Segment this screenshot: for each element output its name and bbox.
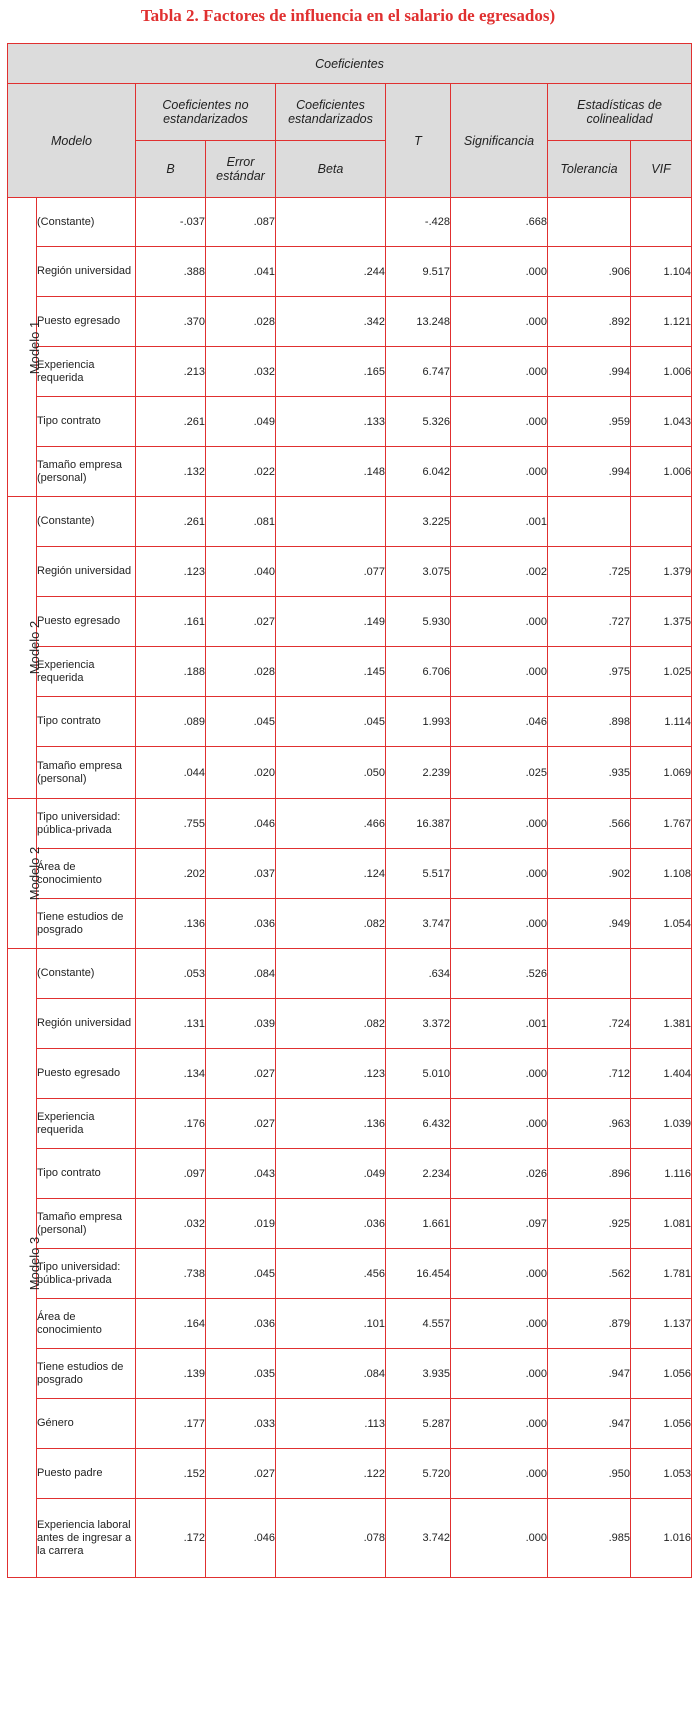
cell-tol: .947 (548, 1349, 631, 1399)
model-group-label (8, 497, 43, 799)
cell-b: .134 (136, 1049, 206, 1099)
table-row (8, 999, 692, 1049)
cell-variable: Tiene estudios de posgrado (37, 899, 136, 949)
cell-beta: .133 (276, 397, 386, 447)
cell-t: 6.747 (386, 347, 451, 397)
table-row (8, 647, 692, 697)
cell-t: 5.720 (386, 1449, 451, 1499)
table-row (8, 1249, 692, 1299)
cell-tol: .725 (548, 547, 631, 597)
cell-err: .046 (206, 799, 276, 849)
cell-beta: .165 (276, 347, 386, 397)
table-row (8, 297, 692, 347)
cell-variable: Región universidad (37, 547, 136, 597)
cell-beta: .145 (276, 647, 386, 697)
cell-sig: .000 (451, 347, 548, 397)
cell-vif: 1.381 (631, 999, 692, 1049)
cell-tol: .898 (548, 697, 631, 747)
cell-t: 3.075 (386, 547, 451, 597)
cell-tol: .935 (548, 747, 631, 799)
table-row (8, 1399, 692, 1449)
cell-variable: Tamaño empresa (personal) (37, 747, 136, 799)
cell-tol (548, 198, 631, 247)
cell-variable: Región universidad (37, 247, 136, 297)
table-row (8, 799, 692, 849)
cell-b: .213 (136, 347, 206, 397)
table-title: Tabla 2. Factores de influencia en el salario de egresados) (140, 6, 556, 25)
cell-sig: .668 (451, 198, 548, 247)
cell-beta: .466 (276, 799, 386, 849)
cell-tol: .906 (548, 247, 631, 297)
cell-variable: Tamaño empresa (personal) (37, 447, 136, 497)
cell-sig: .000 (451, 247, 548, 297)
cell-beta: .078 (276, 1499, 386, 1578)
cell-beta (276, 949, 386, 999)
cell-b: .132 (136, 447, 206, 497)
cell-sig: .025 (451, 747, 548, 799)
cell-vif: 1.114 (631, 697, 692, 747)
cell-variable: Puesto egresado (37, 297, 136, 347)
cell-err: .087 (206, 198, 276, 247)
cell-sig: .046 (451, 697, 548, 747)
cell-tol: .959 (548, 397, 631, 447)
cell-vif: 1.056 (631, 1399, 692, 1449)
cell-t: .634 (386, 949, 451, 999)
cell-vif: 1.016 (631, 1499, 692, 1578)
table-row (8, 247, 692, 297)
model-group-label-text: Modelo 2 (27, 846, 43, 901)
cell-t: 16.454 (386, 1249, 451, 1299)
cell-sig: .001 (451, 999, 548, 1049)
cell-b: .164 (136, 1299, 206, 1349)
cell-variable: (Constante) (37, 949, 136, 999)
cell-err: .033 (206, 1399, 276, 1449)
cell-sig: .000 (451, 447, 548, 497)
cell-sig: .002 (451, 547, 548, 597)
cell-tol: .562 (548, 1249, 631, 1299)
cell-t: 3.747 (386, 899, 451, 949)
cell-tol: .994 (548, 447, 631, 497)
cell-beta (276, 497, 386, 547)
table-row (8, 447, 692, 497)
cell-sig: .000 (451, 1349, 548, 1399)
cell-vif: 1.108 (631, 849, 692, 899)
cell-err: .039 (206, 999, 276, 1049)
cell-b: .261 (136, 397, 206, 447)
table-row (8, 347, 692, 397)
cell-tol: .879 (548, 1299, 631, 1349)
cell-err: .027 (206, 1449, 276, 1499)
header-beta: Beta (276, 141, 386, 198)
cell-vif: 1.039 (631, 1099, 692, 1149)
cell-b: .131 (136, 999, 206, 1049)
cell-vif: 1.043 (631, 397, 692, 447)
cell-beta: .113 (276, 1399, 386, 1449)
model-group-label (8, 198, 43, 497)
cell-sig: .000 (451, 1449, 548, 1499)
cell-t: 5.930 (386, 597, 451, 647)
cell-b: -.037 (136, 198, 206, 247)
cell-vif: 1.137 (631, 1299, 692, 1349)
cell-b: .152 (136, 1449, 206, 1499)
cell-b: .261 (136, 497, 206, 547)
cell-b: .161 (136, 597, 206, 647)
cell-beta: .456 (276, 1249, 386, 1299)
header-estandarizados: Coeficientes estandarizados (276, 84, 386, 141)
cell-sig: .000 (451, 597, 548, 647)
cell-t: 3.372 (386, 999, 451, 1049)
cell-variable: Experiencia requerida (37, 1099, 136, 1149)
header-vif: VIF (631, 141, 692, 198)
header-tolerancia: Tolerancia (548, 141, 631, 198)
header-colinealidad: Estadísticas de colinealidad (548, 84, 692, 141)
table-row (8, 1099, 692, 1149)
cell-err: .036 (206, 1299, 276, 1349)
cell-err: .035 (206, 1349, 276, 1399)
cell-vif (631, 949, 692, 999)
cell-tol: .963 (548, 1099, 631, 1149)
cell-b: .139 (136, 1349, 206, 1399)
cell-err: .019 (206, 1199, 276, 1249)
cell-vif: 1.054 (631, 899, 692, 949)
cell-variable: Experiencia laboral antes de ingresar a la carrera (37, 1499, 136, 1578)
cell-beta: .084 (276, 1349, 386, 1399)
cell-t: 5.010 (386, 1049, 451, 1099)
cell-vif: 1.404 (631, 1049, 692, 1099)
header-b: B (136, 141, 206, 198)
cell-beta: .082 (276, 999, 386, 1049)
cell-sig: .000 (451, 1099, 548, 1149)
cell-tol: .902 (548, 849, 631, 899)
cell-vif: 1.056 (631, 1349, 692, 1399)
table-row (8, 597, 692, 647)
table-row (8, 1299, 692, 1349)
cell-t: 2.234 (386, 1149, 451, 1199)
cell-sig: .000 (451, 799, 548, 849)
table-row (8, 198, 692, 247)
coefficients-table (7, 43, 692, 1578)
cell-b: .089 (136, 697, 206, 747)
cell-b: .032 (136, 1199, 206, 1249)
model-group-label-text: Modelo 2 (27, 620, 43, 675)
cell-err: .081 (206, 497, 276, 547)
cell-beta: .136 (276, 1099, 386, 1149)
cell-sig: .000 (451, 1249, 548, 1299)
cell-beta: .123 (276, 1049, 386, 1099)
cell-err: .028 (206, 647, 276, 697)
cell-t: 13.248 (386, 297, 451, 347)
table-row (8, 547, 692, 597)
cell-b: .738 (136, 1249, 206, 1299)
cell-beta: .342 (276, 297, 386, 347)
cell-err: .045 (206, 1249, 276, 1299)
cell-variable: Tipo universidad: pública-privada (37, 799, 136, 849)
cell-b: .177 (136, 1399, 206, 1449)
cell-sig: .000 (451, 1499, 548, 1578)
cell-vif: 1.375 (631, 597, 692, 647)
cell-t: 5.326 (386, 397, 451, 447)
cell-tol (548, 497, 631, 547)
cell-variable: Experiencia requerida (37, 347, 136, 397)
cell-err: .046 (206, 1499, 276, 1578)
cell-b: .123 (136, 547, 206, 597)
cell-vif: 1.121 (631, 297, 692, 347)
model-group-label-text: Modelo 3 (27, 1236, 43, 1290)
cell-tol: .724 (548, 999, 631, 1049)
cell-sig: .001 (451, 497, 548, 547)
cell-t: 5.517 (386, 849, 451, 899)
header-coeficientes: Coeficientes (8, 44, 692, 84)
cell-t: 5.287 (386, 1399, 451, 1449)
cell-err: .027 (206, 1099, 276, 1149)
cell-t: 3.742 (386, 1499, 451, 1578)
cell-b: .202 (136, 849, 206, 899)
cell-b: .136 (136, 899, 206, 949)
cell-beta (276, 198, 386, 247)
header-no-estandarizados: Coeficientes no estandarizados (136, 84, 276, 141)
cell-err: .084 (206, 949, 276, 999)
cell-variable: (Constante) (37, 497, 136, 547)
cell-tol: .985 (548, 1499, 631, 1578)
cell-err: .036 (206, 899, 276, 949)
cell-beta: .082 (276, 899, 386, 949)
cell-beta: .124 (276, 849, 386, 899)
header-t: T (386, 84, 451, 198)
cell-beta: .050 (276, 747, 386, 799)
table-body (8, 198, 692, 1578)
cell-b: .388 (136, 247, 206, 297)
cell-sig: .000 (451, 1399, 548, 1449)
cell-err: .028 (206, 297, 276, 347)
cell-err: .041 (206, 247, 276, 297)
cell-vif: 1.104 (631, 247, 692, 297)
cell-sig: .000 (451, 647, 548, 697)
table-row (8, 1449, 692, 1499)
cell-err: .032 (206, 347, 276, 397)
cell-b: .044 (136, 747, 206, 799)
table-row (8, 1149, 692, 1199)
cell-b: .172 (136, 1499, 206, 1578)
cell-t: -.428 (386, 198, 451, 247)
cell-vif (631, 198, 692, 247)
cell-vif: 1.116 (631, 1149, 692, 1199)
cell-tol: .925 (548, 1199, 631, 1249)
cell-tol: .892 (548, 297, 631, 347)
cell-t: 4.557 (386, 1299, 451, 1349)
cell-variable: Experiencia requerida (37, 647, 136, 697)
cell-variable: (Constante) (37, 198, 136, 247)
cell-tol: .566 (548, 799, 631, 849)
cell-t: 3.225 (386, 497, 451, 547)
cell-t: 6.706 (386, 647, 451, 697)
table-row (8, 397, 692, 447)
cell-tol: .947 (548, 1399, 631, 1449)
cell-t: 6.432 (386, 1099, 451, 1149)
table-row (8, 899, 692, 949)
cell-vif: 1.053 (631, 1449, 692, 1499)
cell-tol: .975 (548, 647, 631, 697)
cell-sig: .000 (451, 297, 548, 347)
cell-variable: Tipo universidad: pública-privada (37, 1249, 136, 1299)
cell-sig: .026 (451, 1149, 548, 1199)
cell-variable: Tamaño empresa (personal) (37, 1199, 136, 1249)
header-significancia: Significancia (451, 84, 548, 198)
table-row (8, 747, 692, 799)
cell-t: 3.935 (386, 1349, 451, 1399)
cell-err: .037 (206, 849, 276, 899)
cell-err: .049 (206, 397, 276, 447)
cell-vif: 1.006 (631, 347, 692, 397)
cell-beta: .122 (276, 1449, 386, 1499)
cell-vif: 1.025 (631, 647, 692, 697)
cell-err: .043 (206, 1149, 276, 1199)
cell-sig: .000 (451, 1299, 548, 1349)
cell-variable: Área de conocimiento (37, 849, 136, 899)
cell-beta: .036 (276, 1199, 386, 1249)
cell-b: .097 (136, 1149, 206, 1199)
cell-variable: Tipo contrato (37, 397, 136, 447)
cell-vif: 1.781 (631, 1249, 692, 1299)
table-row (8, 497, 692, 547)
cell-err: .027 (206, 597, 276, 647)
cell-beta: .148 (276, 447, 386, 497)
cell-sig: .000 (451, 849, 548, 899)
cell-vif: 1.006 (631, 447, 692, 497)
cell-err: .027 (206, 1049, 276, 1099)
cell-beta: .244 (276, 247, 386, 297)
cell-b: .188 (136, 647, 206, 697)
cell-b: .755 (136, 799, 206, 849)
cell-t: 6.042 (386, 447, 451, 497)
cell-err: .045 (206, 697, 276, 747)
cell-sig: .526 (451, 949, 548, 999)
table-row (8, 697, 692, 747)
cell-variable: Puesto padre (37, 1449, 136, 1499)
table-row (8, 849, 692, 899)
cell-sig: .000 (451, 1049, 548, 1099)
cell-tol: .994 (548, 347, 631, 397)
cell-t: 9.517 (386, 247, 451, 297)
cell-variable: Género (37, 1399, 136, 1449)
cell-vif: 1.069 (631, 747, 692, 799)
cell-vif: 1.081 (631, 1199, 692, 1249)
cell-vif: 1.767 (631, 799, 692, 849)
cell-tol: .896 (548, 1149, 631, 1199)
model-group-label-text: Modelo 1 (27, 320, 43, 374)
cell-beta: .049 (276, 1149, 386, 1199)
cell-err: .020 (206, 747, 276, 799)
cell-beta: .149 (276, 597, 386, 647)
table-row (8, 1499, 692, 1578)
header-modelo: Modelo (8, 84, 136, 198)
table-row (8, 949, 692, 999)
cell-t: 2.239 (386, 747, 451, 799)
cell-b: .176 (136, 1099, 206, 1149)
cell-b: .053 (136, 949, 206, 999)
cell-variable: Puesto egresado (37, 597, 136, 647)
cell-variable: Tiene estudios de posgrado (37, 1349, 136, 1399)
header-error-estandar: Error estándar (206, 141, 276, 198)
cell-t: 16.387 (386, 799, 451, 849)
table-row (8, 1349, 692, 1399)
cell-t: 1.993 (386, 697, 451, 747)
cell-variable: Tipo contrato (37, 697, 136, 747)
cell-vif (631, 497, 692, 547)
model-group-label (8, 949, 43, 1578)
cell-beta: .077 (276, 547, 386, 597)
cell-variable: Tipo contrato (37, 1149, 136, 1199)
cell-vif: 1.379 (631, 547, 692, 597)
cell-t: 1.661 (386, 1199, 451, 1249)
cell-variable: Puesto egresado (37, 1049, 136, 1099)
cell-variable: Área de conocimiento (37, 1299, 136, 1349)
cell-tol: .949 (548, 899, 631, 949)
cell-err: .040 (206, 547, 276, 597)
table-row (8, 1199, 692, 1249)
model-group-label (8, 799, 43, 949)
cell-sig: .097 (451, 1199, 548, 1249)
cell-tol: .950 (548, 1449, 631, 1499)
cell-beta: .101 (276, 1299, 386, 1349)
cell-tol (548, 949, 631, 999)
cell-tol: .727 (548, 597, 631, 647)
cell-beta: .045 (276, 697, 386, 747)
cell-b: .370 (136, 297, 206, 347)
table-row (8, 1049, 692, 1099)
cell-err: .022 (206, 447, 276, 497)
cell-sig: .000 (451, 397, 548, 447)
cell-sig: .000 (451, 899, 548, 949)
cell-variable: Región universidad (37, 999, 136, 1049)
cell-tol: .712 (548, 1049, 631, 1099)
